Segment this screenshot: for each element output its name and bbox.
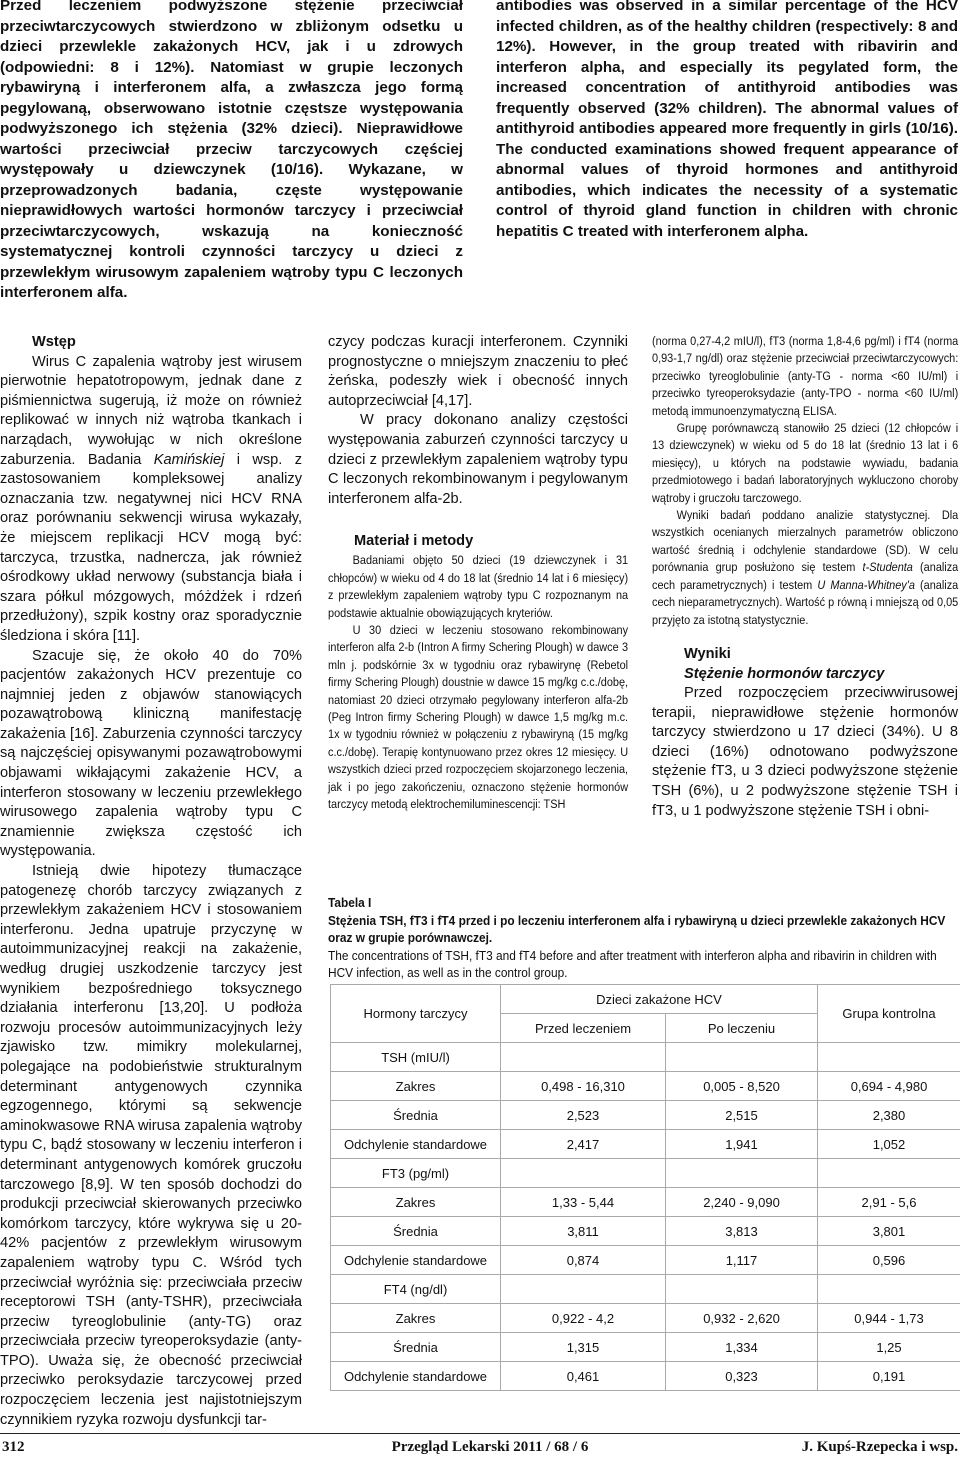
table-cell-empty xyxy=(501,1275,666,1304)
paragraph: Istnieją dwie hipotezy tłumaczące patogenezę chorób tarczycy związanych z przewlekłym zakażeniem HCV i stosowaniem interferonu. Jedna upatruje przyczynę w autoimmunizacyjnej reakcji na zakażenie, według drugiej uszkodzenie tarczycy jest wynikiem bezpośredniego toksycznego działania interferonu [13,20]. U podłoża rozwoju procesów autoimmunizacyjnych leży zjawisko tzw. mimikry molekularnej, polegające na podobieństwie strukturalnym determinant antygenowych czynnika egzogennego, którymi są sekwencje aminokwasowe RNA wirusa zapalenia wątroby typu C, bądź stosowany w leczeniu interferon i determinant antygenowych komórek gruczołu tarczowego [8,9]. W ten sposób dochodzi do produkcji przeciwciał skierowanych przeciwko komórkom tarczycy, które wykrywa się u 20-42% pacjentów z przewlekłym wirusowym zapaleniem wątroby typu C. Wśród tych przeciwciał wyróżnia się: przeciwciała przeciw receptorowi TSH (anty-TSHR), przeciwciała przeciw tyreoglobulinie (anty-TG) oraz przeciwciała przeciw tyreoperoksydazie (anty-TPO). Uważa się, że obecność przeciwciał przeciwko peroksydazie tarczycowej przed rozpoczęciem leczenia jest najistotniejszym czynnikiem ryzyka rozwoju dysfunkcji tar- xyxy=(0,863,302,1428)
table-cell: 0,596 xyxy=(818,1246,960,1275)
column-introduction xyxy=(0,333,302,1430)
page-number: 312 xyxy=(2,1439,25,1455)
column-header: Grupa kontrolna xyxy=(818,985,960,1043)
table-cell: 0,694 - 4,980 xyxy=(818,1072,960,1101)
table-title-polish: Stężenia TSH, fT3 i fT4 przed i po leczeniu interferonem alfa i rybawiryną u dzieci przewlekle zakażonych HCV oraz w grupie porównawczej. xyxy=(328,912,946,945)
table-cell: 2,523 xyxy=(501,1101,666,1130)
table-header-row xyxy=(331,985,960,1014)
table-cell-empty xyxy=(666,1159,818,1188)
table-cell: 0,922 - 4,2 xyxy=(501,1304,666,1333)
table-cell: 2,380 xyxy=(818,1101,960,1130)
section-heading-introduction: Wstęp xyxy=(32,334,76,350)
table-row-label: Zakres xyxy=(331,1072,501,1101)
column-methods-top xyxy=(328,333,628,509)
table-cell-empty xyxy=(666,1275,818,1304)
running-authors: J. Kupś-Rzepecka i wsp. xyxy=(801,1439,958,1455)
paragraph: W pracy dokonano analizy częstości występowania zaburzeń czynności tarczycy u dzieci z przewlekłym zapaleniem wątroby typu C leczonych rekombinowanym i pegylowanym interferonem alfa-2b. xyxy=(328,412,628,507)
table-caption xyxy=(328,894,956,982)
text: (analiza cech parametrycznych) i testem xyxy=(652,560,959,592)
methods-text xyxy=(328,552,628,813)
table-row xyxy=(331,1101,960,1130)
table-cell: 2,417 xyxy=(501,1130,666,1159)
table-row-label: Odchylenie standardowe xyxy=(331,1130,501,1159)
table-cell: 0,005 - 8,520 xyxy=(666,1072,818,1101)
column-header: Hormony tarczycy xyxy=(331,985,501,1043)
table-title-english: The concentrations of TSH, fT3 and fT4 before and after treatment with interferon alpha and ribavirin in children with HCV infection, as well as in the control group. xyxy=(328,947,937,980)
results-text xyxy=(652,645,958,821)
table-row xyxy=(331,1188,960,1217)
table-row-label: Średnia xyxy=(331,1217,501,1246)
table-cell: 1,25 xyxy=(818,1333,960,1362)
paragraph: (norma 0,27-4,2 mIU/l), fT3 (norma 1,8-4,6 pg/ml) i fT4 (norma 0,93-1,7 ng/dl) oraz stężenie przeciwciał przeciwtarczycowych: przeciwko tyreoglobulinie (anty-TG - norma <60 IU/ml) i przeciwko tyreoperoksydazie (anty-TPO - norma <60 IU/ml) metodą immunoenzymatyczną ELISA. xyxy=(652,334,959,418)
italic-author: Kamińskiej xyxy=(153,451,225,468)
table-cell: 0,874 xyxy=(501,1246,666,1275)
table-cell: 1,941 xyxy=(666,1130,818,1159)
table-cell: 2,240 - 9,090 xyxy=(666,1188,818,1217)
table-row-label: Zakres xyxy=(331,1188,501,1217)
table-cell-empty xyxy=(666,1043,818,1072)
table-row xyxy=(331,1072,960,1101)
table-cell: 0,191 xyxy=(818,1362,960,1391)
table-cell-empty xyxy=(818,1043,960,1072)
paragraph: Przed rozpoczęciem przeciwwirusowej terapii, nieprawidłowe stężenie hormonów tarczycy stwierdzono u 17 dzieci (34%). U 8 dzieci (16%) odnotowano podwyższone stężenie fT3, u 3 dzieci podwyższone stężenie TSH (6%), u 2 podwyższone stężenie TSH i fT3, u 1 podwyższone stężenie TSH i obni- xyxy=(652,685,958,819)
text: Wyniki badań poddano analizie statystycznej. Dla wszystkich ocenianych mierzalnych parametrów obliczono wartość średnią i odchylenie standardowe (SD). W celu porównania grup posłużono się testem xyxy=(652,508,959,575)
table-cell-empty xyxy=(818,1159,960,1188)
column-results xyxy=(652,333,958,821)
table-cell-empty xyxy=(818,1275,960,1304)
table-row xyxy=(331,1333,960,1362)
table-cell: 1,334 xyxy=(666,1333,818,1362)
table-cell: 3,813 xyxy=(666,1217,818,1246)
table-row-label: Zakres xyxy=(331,1304,501,1333)
table-cell: 2,91 - 5,6 xyxy=(818,1188,960,1217)
table-section-row xyxy=(331,1275,960,1304)
table-cell: 3,801 xyxy=(818,1217,960,1246)
paragraph xyxy=(652,507,958,629)
table-section-row xyxy=(331,1043,960,1072)
abstract-english: antibodies was observed in a similar percentage of the HCV infected children, as of the healthy children (respectively: 8 and 12%). However, in the group treated with ribavirin and interferon alpha, and especially its pegylated form, the increased concentration of antithyroid antibodies was frequently observed (32% children). The abnormal values of antithyroid antibodies appeared more frequently in girls (10/16). The conducted examinations showed frequent appearance of abnormal values of thyroid hormones and antithyroid antibodies, which indicates the necessity of a systematic control of thyroid gland function in children with chronic hepatitis C treated with interferonem alpha. xyxy=(496,0,958,240)
text: Wirus C zapalenia wątroby jest wirusem pierwotnie hepatotropowym, jednak dane z piśmiennictwa sugerują, iż może on również replikować w innych niż wątroba tkankach i narządach, wywołując w nich określone zaburzenia. Badania xyxy=(0,353,302,468)
table-cell: 0,932 - 2,620 xyxy=(666,1304,818,1333)
table-cell: 1,052 xyxy=(818,1130,960,1159)
section-heading-methods: Materiał i metody xyxy=(354,533,474,550)
section-heading-results: Wyniki xyxy=(684,645,731,662)
table-row xyxy=(331,1362,960,1391)
paragraph: czycy podczas kuracji interferonem. Czynniki prognostyczne o mniejszym znaczeniu to płeć żeńska, podeszły wiek i obecność innych autoprzeciwciał [4,17]. xyxy=(328,334,628,409)
italic-test: U Manna-Whitney'a xyxy=(817,577,915,592)
italic-test: t-Studenta xyxy=(862,560,913,575)
table-row-label: Średnia xyxy=(331,1101,501,1130)
table-row xyxy=(331,1304,960,1333)
table-cell: 0,498 - 16,310 xyxy=(501,1072,666,1101)
subsection-heading: Stężenie hormonów tarczycy xyxy=(684,665,885,682)
column-header: Dzieci zakażone HCV xyxy=(501,985,818,1014)
table-cell: 0,323 xyxy=(666,1362,818,1391)
table-section-label: FT4 (ng/dl) xyxy=(331,1275,501,1304)
table-row xyxy=(331,1130,960,1159)
text: i wsp. z zastosowaniem kompleksowej analizy oznaczania tzw. negatywnej nici HCV RNA oraz porównaniu sekwencji wirusa wykazały, że miejscem replikacji HCV mogą być: tarczyca, trzustka, nadnercza, jak również ośrodkowy układ nerwowy (substancja biała i szara półkul mózgowych, móżdżek i rdzeń przedłużony), szpik kostny oraz sporadycznie śledziona i skóra [11]. xyxy=(0,451,302,644)
table-row-label: Odchylenie standardowe xyxy=(331,1362,501,1391)
table-cell: 0,944 - 1,73 xyxy=(818,1304,960,1333)
table-row-label: Średnia xyxy=(331,1333,501,1362)
table-section-label: TSH (mIU/l) xyxy=(331,1043,501,1072)
journal-name: Przegląd Lekarski 2011 / 68 / 6 xyxy=(391,1439,589,1455)
paragraph: Grupę porównawczą stanowiło 25 dzieci (12 chłopców i 13 dziewczynek) w wieku od 5 do 18 lat (średnio 13 lat i 6 miesięcy), u których na podstawie wywiadu, badania przedmiotowego i badań laboratoryjnych wykluczono choroby wątroby i gruczołu tarczowego. xyxy=(652,421,959,505)
table-cell-empty xyxy=(501,1159,666,1188)
table-row xyxy=(331,1246,960,1275)
abstract-polish: Przed leczeniem podwyższone stężenie przeciwciał przeciwtarczycowych stwierdzono w zbliżonym odsetku u dzieci przewlekle zakażonych HCV, jak i u zdrowych (odpowiedni: 8 i 12%). Natomiast w grupie leczonych rybawiryną i interferonem alfa, a zwłaszcza jego formą pegylowaną, obserwowano istotnie częstsze występowania podwyższonego ich stężenia (32% dzieci). Nieprawidłowe wartości przeciwciał przeciw tarczycowych częściej występowały u dziewczynek (10/16). Wykazane, w przeprowadzonych badania, częste występowanie nieprawidłowych wartości hormonów tarczycy i przeciwciał przeciwtarczycowych, wskazują na konieczność systematycznej kontroli czynności tarczycy u dzieci z przewlekłym wirusowym zapaleniem wątroby typu C leczonych interferonem alfa. xyxy=(0,0,463,301)
table-row-label: Odchylenie standardowe xyxy=(331,1246,501,1275)
table-cell: 3,811 xyxy=(501,1217,666,1246)
table-cell: 2,515 xyxy=(666,1101,818,1130)
methods-continued xyxy=(652,333,958,629)
data-table xyxy=(330,984,960,1391)
table-cell: 1,117 xyxy=(666,1246,818,1275)
table-cell: 1,315 xyxy=(501,1333,666,1362)
table-section-label: FT3 (pg/ml) xyxy=(331,1159,501,1188)
table-cell: 0,461 xyxy=(501,1362,666,1391)
table-cell-empty xyxy=(501,1043,666,1072)
paragraph: Szacuje się, że około 40 do 70% pacjentów zakażonych HCV prezentuje co najmniej jeden z objawów stanowiących pozawątrobową kliniczną manifestację zakażenia [16]. Zaburzenia czynności tarczycy są najczęściej opisywanymi pozawątrobowymi objawami wikłającymi zakażenie HCV, a interferon stosowany w leczeniu przewlekłego wirusowego zapalenia wątroby typu C znamiennie zwiększa częstość ich występowania. xyxy=(0,647,302,860)
column-header: Przed leczeniem xyxy=(501,1014,666,1043)
table-section-row xyxy=(331,1159,960,1188)
table-row xyxy=(331,1217,960,1246)
paragraph: U 30 dzieci w leczeniu stosowano rekombinowany interferon alfa 2-b (Intron A firmy Schering Plough) w dawce 3 mln j. podskórnie 3x w tygodniu oraz rybawirynę (Rebetol firmy Schering Plough) doustnie w dawce 15 mg/kg c.c./dobę, natomiast 20 dzieci otrzymało pegylowany interferon alfa-2b (Peg Intron firmy Schering Plough) w dawce 1,5 mg/kg m.c. 1x w tygodniu również w połączeniu z rybawiryną (15 mg/kg c.c./dobę). Terapię kontynuowano przez okres 12 miesięcy. U wszystkich dzieci przed rozpoczęciem skojarzonego leczenia, jak i po jego zakończeniu, oznaczono stężenie hormonów tarczycy metodą elektrochemiluminescencji: TSH xyxy=(328,622,629,812)
column-methods xyxy=(328,333,628,813)
table-label: Tabela I xyxy=(328,895,372,910)
table-cell: 1,33 - 5,44 xyxy=(501,1188,666,1217)
paragraph: Badaniami objęto 50 dzieci (19 dziewczynek i 31 chłopców) w wieku od 4 do 18 lat (średnio 14 lat i 6 miesięcy) z przewlekłym zapaleniem wątroby typu C rozpoznanym na podstawie aktualnie obowiązujących kryteriów. xyxy=(328,553,629,620)
column-header: Po leczeniu xyxy=(666,1014,818,1043)
footer-rule xyxy=(0,1433,960,1434)
text: (analiza cech nieparametrycznych). Wartość p równą i mniejszą od 0,05 przyjęto za istotną statystycznie. xyxy=(652,577,959,627)
paragraph xyxy=(0,353,302,647)
